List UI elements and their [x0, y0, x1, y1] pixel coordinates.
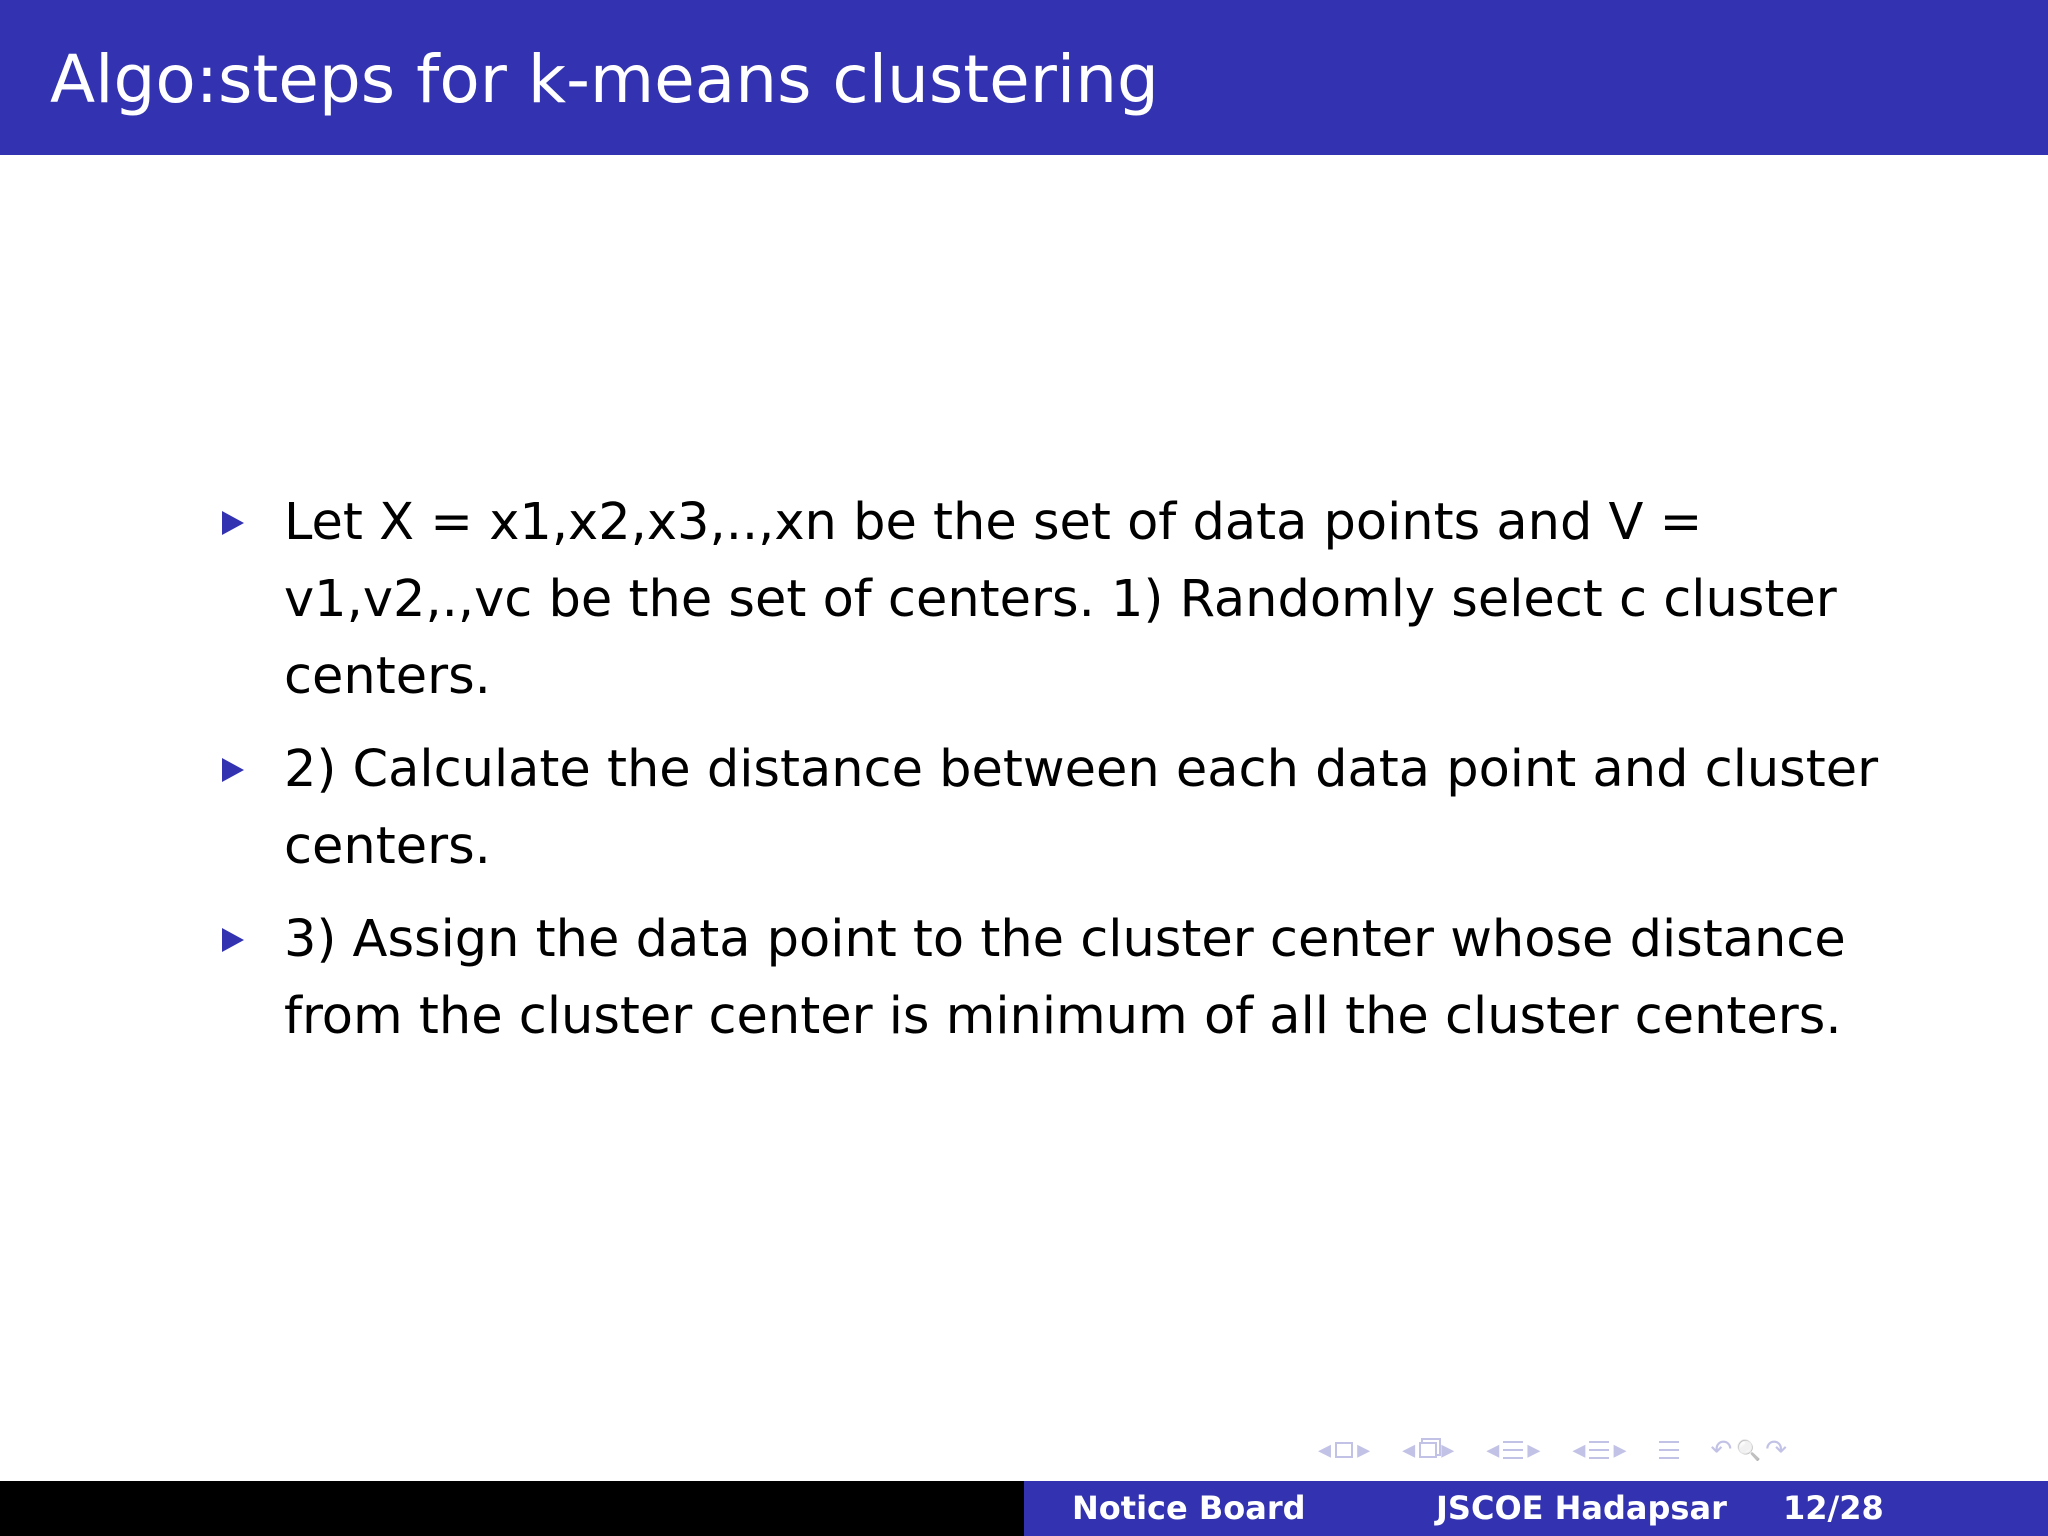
prev-part-arrow-icon[interactable]: ◂ [1572, 1435, 1586, 1465]
next-subsection-arrow-icon[interactable]: ▸ [1441, 1435, 1455, 1465]
prev-subsection-arrow-icon[interactable]: ◂ [1402, 1435, 1416, 1465]
redo-icon[interactable]: ↷ [1765, 1435, 1787, 1465]
prev-frame-arrow-icon[interactable]: ◂ [1318, 1435, 1332, 1465]
footer-bar [0, 1481, 2048, 1536]
bullet-item-3 [216, 901, 1896, 1055]
triangle-bullet-icon [222, 511, 244, 535]
frame-nav-icon[interactable] [1335, 1442, 1353, 1458]
bullet-text-3: 3) Assign the data point to the cluster center whose distance from the cluster center is minimum of all the cluster centers. [284, 910, 1846, 1046]
subsection-list-nav [1572, 1437, 1626, 1463]
next-part-arrow-icon[interactable]: ▸ [1613, 1435, 1627, 1465]
footer-institute: JSCOE Hadapsar [1436, 1489, 1727, 1527]
section-nav [1486, 1437, 1540, 1463]
slide-title: Algo:steps for k-means clustering [50, 41, 1159, 118]
next-frame-arrow-icon[interactable]: ▸ [1357, 1435, 1371, 1465]
title-bar [0, 0, 2048, 155]
triangle-bullet-icon [222, 758, 244, 782]
subsection-list-icon[interactable] [1589, 1441, 1609, 1459]
navigation-bar [1318, 1432, 1787, 1468]
footer-info-panel [1024, 1481, 2048, 1536]
bullet-text-1: Let X = x1,x2,x3,..,xn be the set of data points and V = v1,v2,.,vc be the set of centers. 1) Randomly select c cluster centers. [284, 493, 1837, 706]
outline-nav [1659, 1441, 1679, 1459]
search-nav [1711, 1437, 1788, 1463]
subsection-nav [1402, 1437, 1454, 1463]
bullet-list [216, 484, 1896, 1071]
frame-nav [1318, 1437, 1370, 1463]
bullet-item-2 [216, 731, 1896, 885]
search-icon[interactable]: 🔍 [1736, 1438, 1762, 1462]
section-nav-icon[interactable] [1503, 1441, 1523, 1459]
bullet-text-2: 2) Calculate the distance between each data point and cluster centers. [284, 740, 1879, 876]
prev-section-arrow-icon[interactable]: ◂ [1486, 1435, 1500, 1465]
outline-icon[interactable] [1659, 1441, 1679, 1459]
bullet-item-1 [216, 484, 1896, 715]
undo-icon[interactable]: ↶ [1710, 1435, 1733, 1465]
subsection-nav-icon[interactable] [1419, 1442, 1437, 1458]
footer-author: Notice Board [1072, 1489, 1306, 1527]
next-section-arrow-icon[interactable]: ▸ [1527, 1435, 1541, 1465]
page-number: 12/28 [1783, 1489, 1884, 1527]
triangle-bullet-icon [222, 928, 244, 952]
